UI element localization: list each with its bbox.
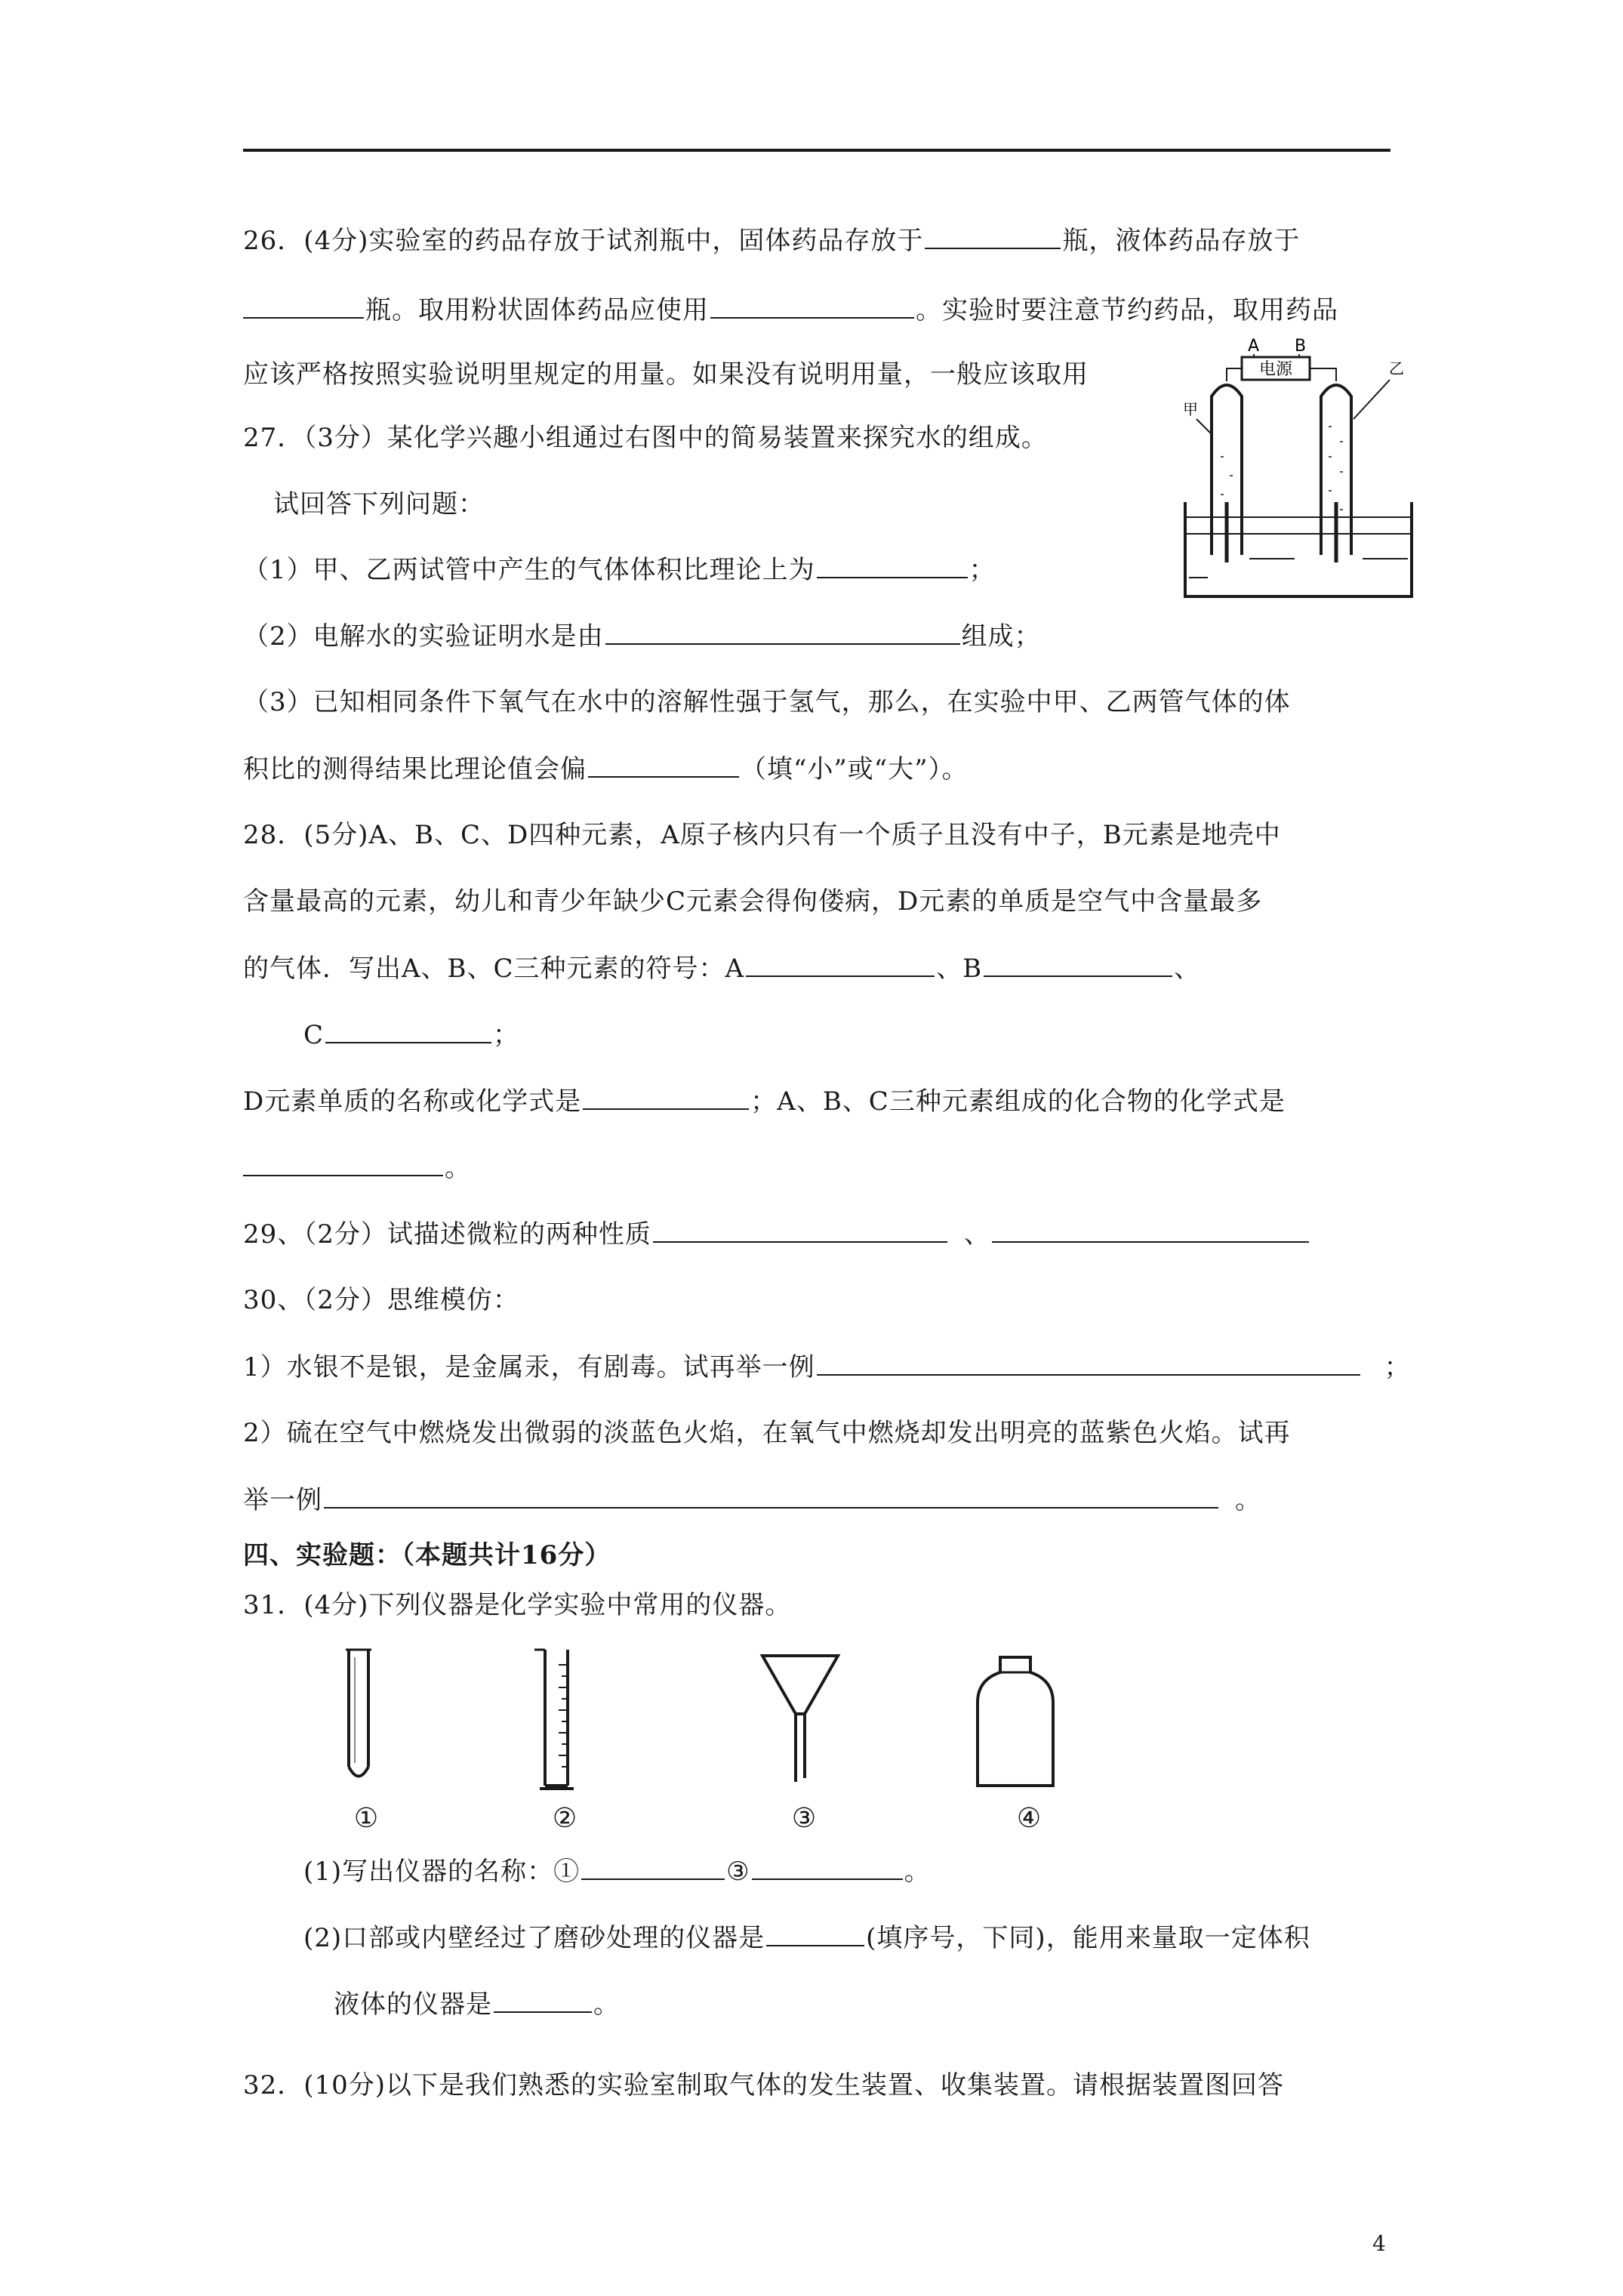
q28-blank-compound-formula[interactable] — [243, 1152, 443, 1176]
electrode-label-b: B — [1295, 337, 1307, 356]
q27-s3-line1: （3）已知相同条件下氧气在水中的溶解性强于氢气，那么，在实验中甲、乙两管气体的体 — [243, 687, 1291, 717]
q26-line1 — [243, 225, 1300, 256]
q27-s1 — [243, 554, 996, 585]
q28-text-d: C — [303, 1020, 325, 1050]
q31-blank-name-3[interactable] — [752, 1856, 903, 1880]
q27-s1-text: （1）甲、乙两试管中产生的气体体积比理论上为 — [243, 555, 815, 585]
q30-blank-example-2[interactable] — [324, 1484, 1218, 1509]
q31-s2-text-b: (填序号，下同)，能用来量取一定体积 — [866, 1923, 1310, 1953]
q31-s2-text-a: (2)口部或内壁经过了磨砂处理的仪器是 — [303, 1923, 765, 1953]
q28-line6 — [243, 1152, 471, 1183]
q31-blank-measure-volume[interactable] — [494, 1989, 592, 2013]
q28-line4 — [303, 1019, 519, 1050]
q29-line — [243, 1219, 1310, 1250]
q31-s1-text-b: ③ — [726, 1857, 750, 1887]
caption-2: ② — [552, 1803, 577, 1834]
q31-s2-end: 。 — [593, 1989, 620, 2020]
q26-text-a: 26．(4分)实验室的药品存放于试剂瓶中，固体药品存放于 — [243, 226, 924, 256]
q30-s1-end: ； — [1384, 1352, 1411, 1382]
q28-text-e: ； — [493, 1020, 520, 1050]
q26-text-e: 应该严格按照实验说明里规定的用量。如果没有说明用量，一般应该取用 — [243, 359, 1089, 390]
q28-text-h: 。 — [445, 1153, 471, 1183]
q28-blank-symbol-b[interactable] — [984, 953, 1172, 977]
q27-s3-end: （填“小”或“大”）。 — [741, 754, 969, 784]
page-number: 4 — [1372, 2231, 1386, 2256]
q30-s1-text: 1）水银不是银，是金属汞，有剧毒。试再举一例 — [243, 1352, 815, 1382]
q29-blank-property-2[interactable] — [992, 1219, 1309, 1243]
caption-4: ④ — [1016, 1803, 1042, 1834]
q28-text-f: D元素单质的名称或化学式是 — [243, 1086, 582, 1117]
q28-line2: 含量最高的元素，幼儿和青少年缺少C元素会得佝偻病，D元素的单质是空气中含量最多 — [243, 886, 1263, 917]
electrode-label-a: A — [1248, 337, 1260, 356]
q27-blank-small-or-large[interactable] — [588, 754, 739, 778]
q26-line3 — [243, 359, 1158, 390]
q30-s1 — [243, 1351, 1411, 1382]
q27-s2-end: 组成； — [961, 621, 1041, 652]
q28-text-c: 、 — [1174, 954, 1201, 984]
caption-1: ① — [353, 1803, 379, 1834]
power-supply-label: 电源 — [1258, 360, 1293, 379]
q27-prompt: 试回答下列问题： — [273, 489, 485, 519]
q30-s2-text: 举一例 — [243, 1485, 322, 1515]
q31-s1 — [303, 1856, 931, 1887]
caption-3: ③ — [791, 1803, 817, 1834]
test-tube-icon — [346, 1650, 371, 1777]
q26-blank-powder-tool[interactable] — [710, 294, 914, 319]
wide-mouth-bottle-icon — [978, 1657, 1053, 1786]
q31-s2-line1 — [303, 1922, 1310, 1953]
q29-blank-property-1[interactable] — [653, 1219, 947, 1243]
q32-line1: 32．(10分)以下是我们熟悉的实验室制取气体的发生装置、收集装置。请根据装置图回答 — [243, 2070, 1285, 2100]
q28-line1: 28．(5分)A、B、C、D四种元素，A原子核内只有一个质子且没有中子，B元素是地壳中 — [243, 820, 1281, 850]
q28-blank-symbol-c[interactable] — [325, 1019, 491, 1043]
q26-blank-solid-bottle[interactable] — [925, 225, 1061, 249]
q31-s1-text-a: (1)写出仪器的名称：① — [303, 1857, 581, 1887]
q31-blank-name-1[interactable] — [581, 1856, 725, 1880]
q27-s2 — [243, 621, 1041, 652]
q30-s2-line1: 2）硫在空气中燃烧发出微弱的淡蓝色火焰，在氧气中燃烧却发出明亮的蓝紫色火焰。试再 — [243, 1418, 1291, 1448]
graduated-cylinder-icon — [534, 1650, 574, 1789]
q27-s2-text: （2）电解水的实验证明水是由 — [243, 621, 604, 652]
q28-blank-symbol-a[interactable] — [746, 953, 935, 977]
q26-text-c: 瓶。取用粉状固体药品应使用 — [365, 295, 709, 325]
q30-s2-line2 — [243, 1484, 1261, 1515]
q28-line5 — [243, 1086, 1286, 1117]
q29-text: 29、（2分）试描述微粒的两种性质 — [243, 1219, 651, 1250]
q31-s2-text-c: 液体的仪器是 — [334, 1989, 492, 2020]
q26-blank-liquid-bottle[interactable] — [243, 294, 364, 319]
section-heading-experiments: 四、实验题：（本题共计16分） — [243, 1540, 611, 1570]
q27-blank-volume-ratio[interactable] — [817, 554, 968, 578]
q30-s2-end: 。 — [1235, 1485, 1261, 1515]
q27-blank-composition[interactable] — [605, 621, 960, 645]
q28-text-b: 、B — [936, 954, 983, 984]
q31-s2-line2 — [334, 1989, 620, 2020]
q30-blank-example-1[interactable] — [817, 1351, 1360, 1376]
tube-label-jia: 甲 — [1183, 400, 1198, 418]
q27-s1-end: ； — [969, 555, 996, 585]
q30-stem: 30、（2分）思维模仿： — [243, 1285, 519, 1315]
q26-text-d: 。实验时要注意节约药品，取用药品 — [916, 295, 1338, 325]
q29-sep: 、 — [963, 1219, 990, 1250]
electrolysis-apparatus-figure — [1181, 336, 1423, 608]
q26-text-b: 瓶，液体药品存放于 — [1062, 226, 1301, 256]
q26-line2 — [243, 294, 1338, 325]
q31-s1-end: 。 — [904, 1857, 931, 1887]
q28-line3 — [243, 953, 1200, 984]
q28-text-a: 的气体．写出A、B、C三种元素的符号：A — [243, 954, 745, 984]
q27-s3-text: 积比的测得结果比理论值会偏 — [243, 754, 587, 784]
lab-instruments-figure — [332, 1642, 1102, 1793]
q31-stem: 31．(4分)下列仪器是化学实验中常用的仪器。 — [243, 1590, 792, 1620]
header-rule — [243, 149, 1390, 152]
funnel-icon — [762, 1656, 838, 1782]
q27-s3-line2 — [243, 754, 969, 784]
q28-blank-d-element[interactable] — [583, 1086, 749, 1110]
q31-blank-ground-glass[interactable] — [766, 1922, 864, 1946]
tube-label-yi: 乙 — [1389, 359, 1404, 378]
q28-text-g: ；A、B、C三种元素组成的化合物的化学式是 — [750, 1086, 1286, 1117]
q27-stem: 27．（3分）某化学兴趣小组通过右图中的简易装置来探究水的组成。 — [243, 423, 1048, 453]
